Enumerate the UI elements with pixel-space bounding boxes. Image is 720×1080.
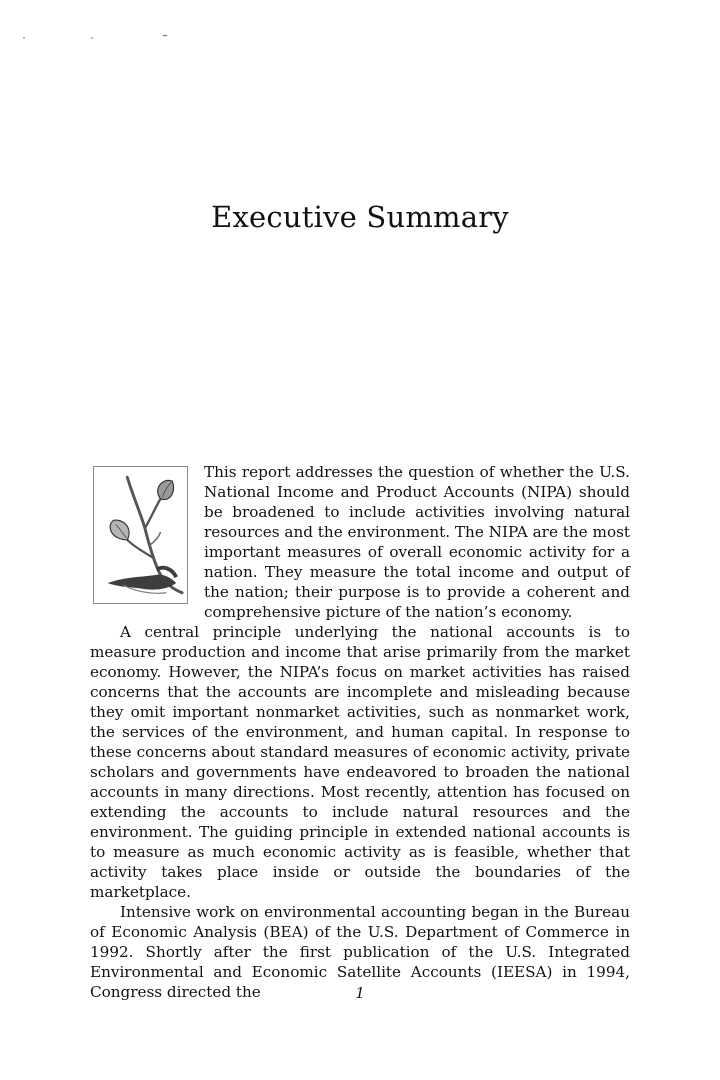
plant-icon: [94, 467, 187, 603]
paragraph-2: A central principle underlying the national accounts is to measure production and income that arise primarily from the market economy. However, the NIPA’s focus on market activities has raised concerns that the accounts are incomplete and misleading because they omit important nonmarket activities, such as nonmarket work, the services of the environment, and human capital. In response to these concerns about standard measures of economic activity, private scholars and governments have endeavored to broaden the national accounts in many directions. Most recently, attention has focused on extending the accounts to include natural resources and the environment. The guiding principle in extended national accounts is to measure as much economic activity as is feasible, whether that activity takes place inside or outside the boundaries of the marketplace.: [90, 623, 630, 901]
plant-sprig-illustration: [93, 466, 188, 604]
paragraph-3: Intensive work on environmental accounting began in the Bureau of Economic Analysis (BEA) of the U.S. Department of Commerce in 1992. Shortly after the first publication of the U.S. Integrated Environmental and Economic Satellite Accounts (IEESA) in 1994, Congress directed the: [90, 903, 630, 1001]
page-title: Executive Summary: [211, 200, 509, 234]
page-number: 1: [355, 984, 365, 1002]
scan-specks: [0, 0, 200, 50]
paragraph-1: This report addresses the question of whether the U.S. National Income and Product Accounts (NIPA) should be broadened to include activities involving natural resources and the environment. The NIPA are the most important measures of overall economic activity for a nation. They measure the total income and output of the nation; their purpose is to provide a coherent and comprehensive picture of the nation’s economy.: [204, 463, 630, 621]
body-text: [90, 462, 630, 1002]
